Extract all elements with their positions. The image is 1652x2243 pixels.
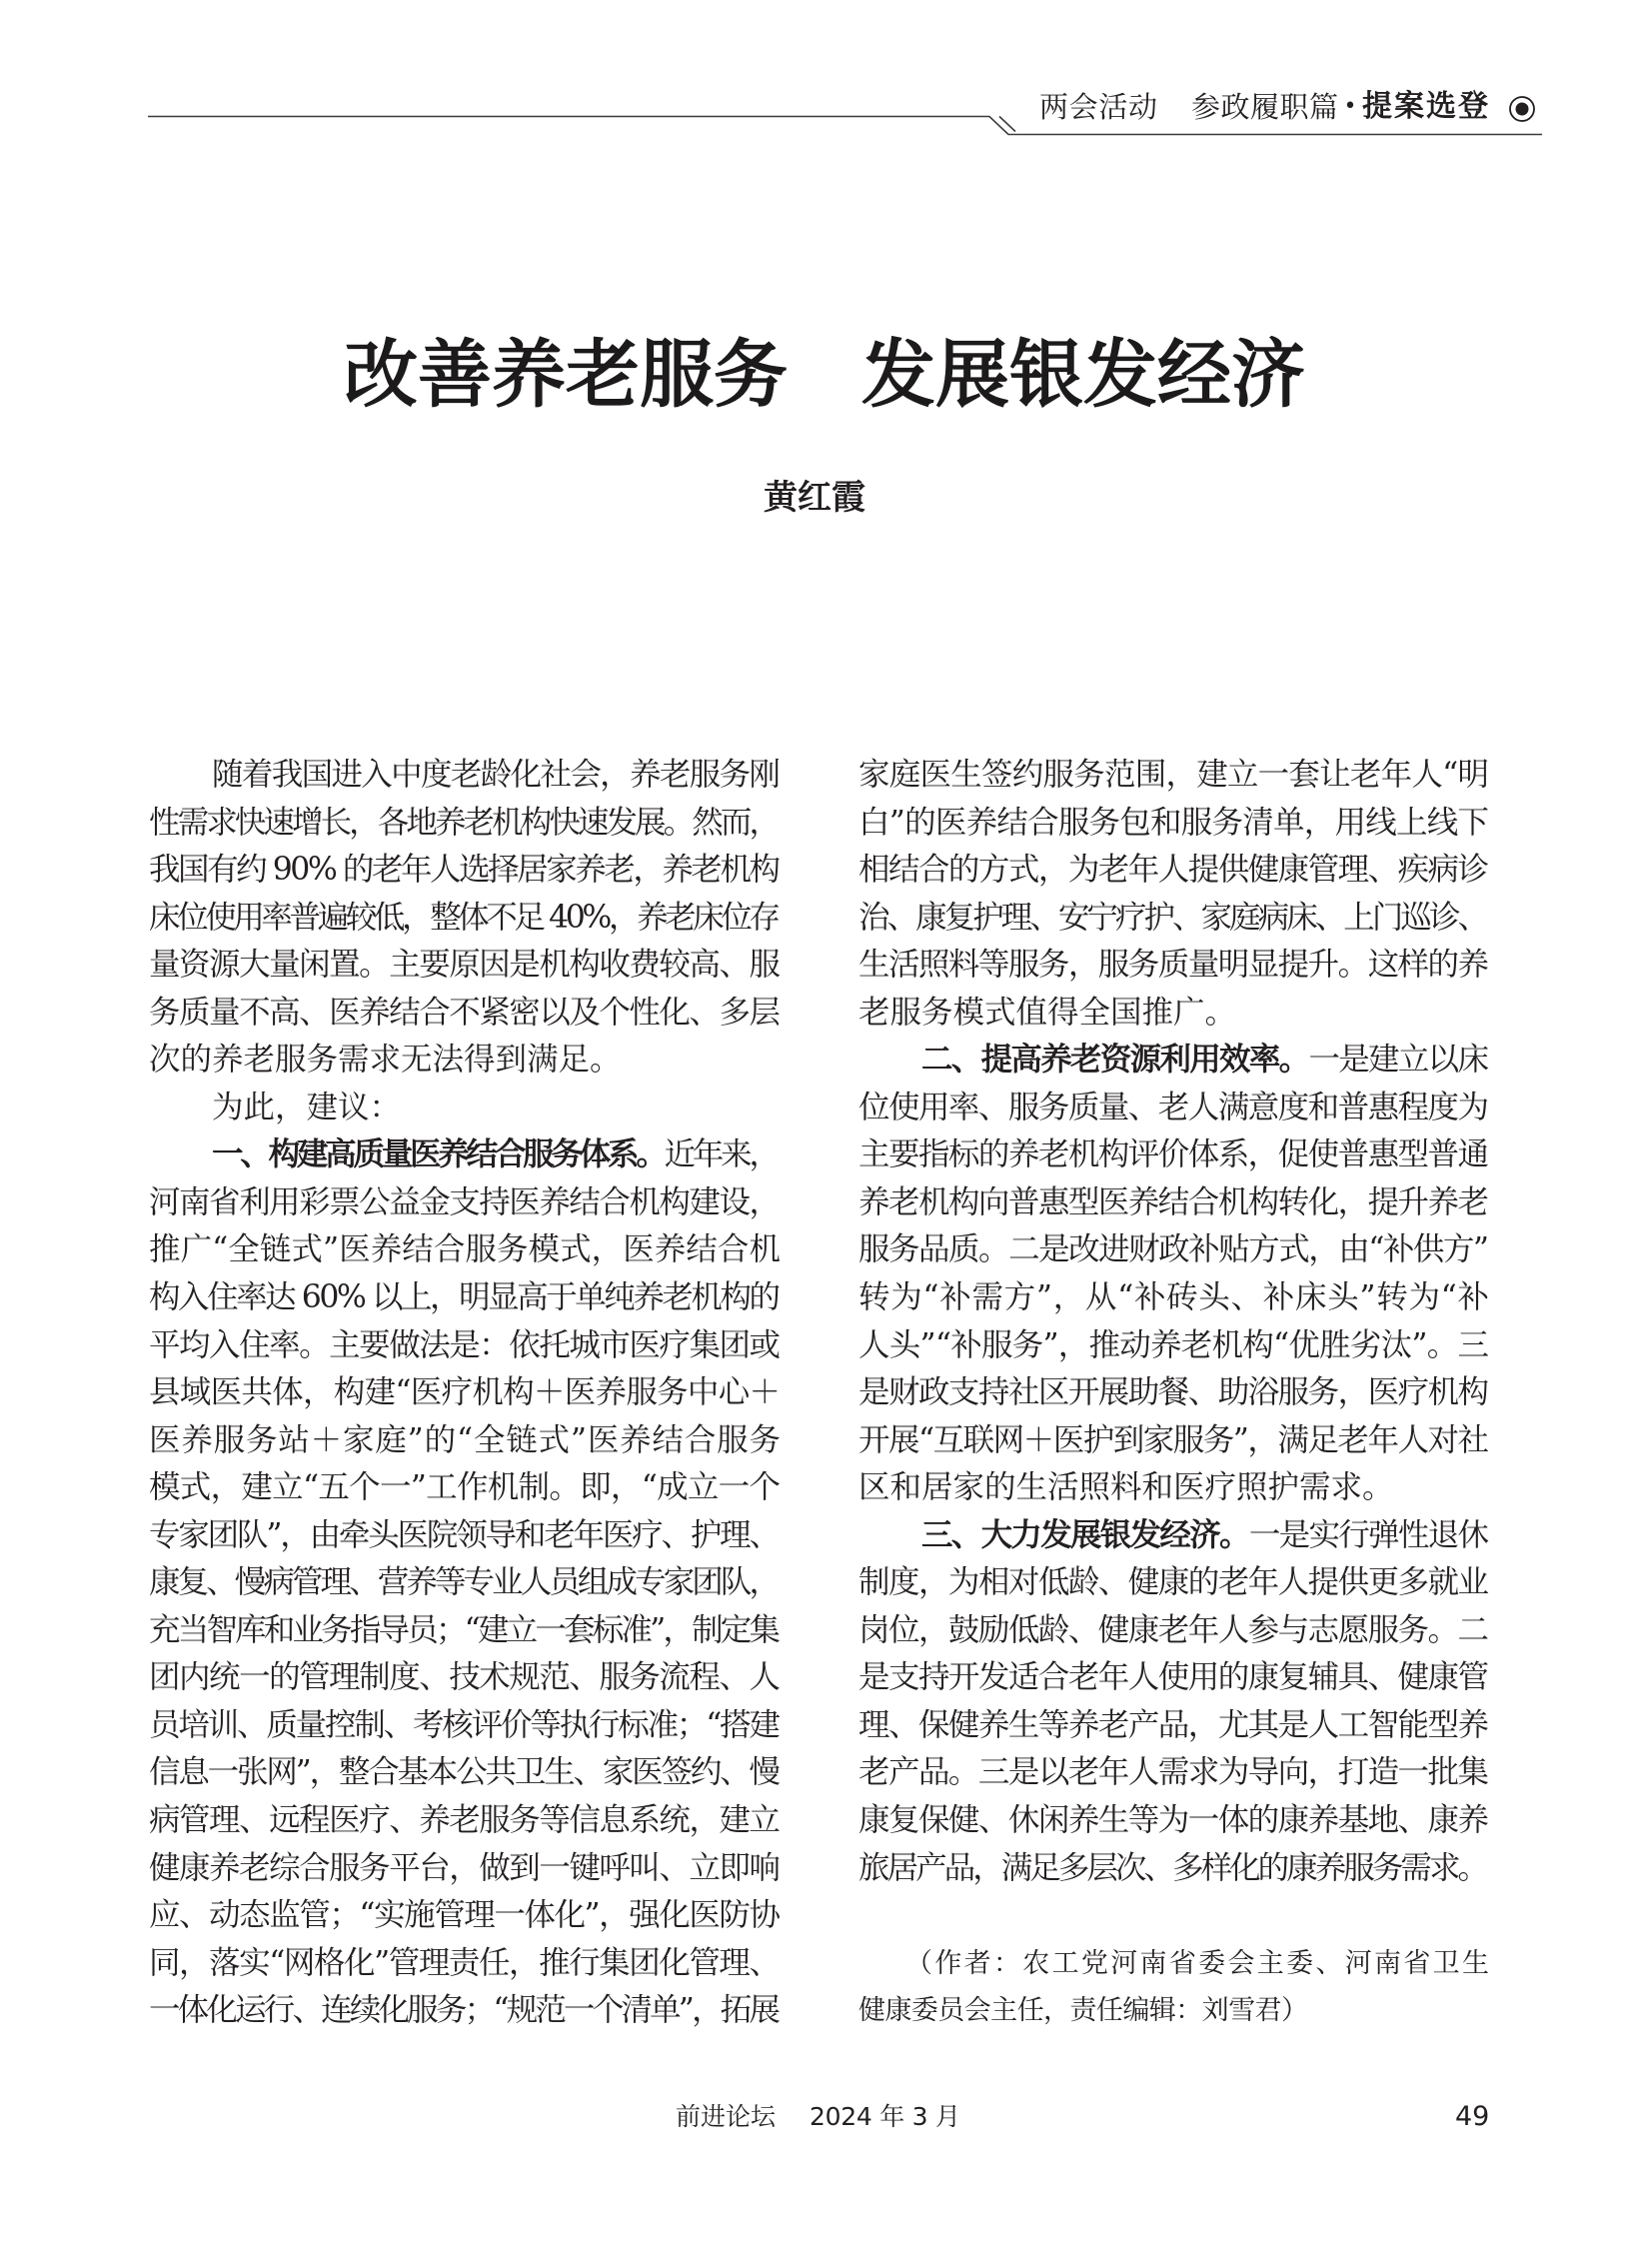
- body-line: [149, 1037, 781, 1085]
- body-line: [858, 1654, 1489, 1702]
- body-line: [858, 1559, 1489, 1607]
- body-line: [858, 1322, 1489, 1370]
- line-text: 充当智库和业务指导员；“建立一套标准”，制定集: [149, 1611, 779, 1648]
- body-line: [858, 1131, 1489, 1179]
- body-line: [858, 1607, 1489, 1655]
- author-note: [858, 1940, 1492, 2035]
- line-text: 岗位，鼓励低龄、健康老年人参与志愿服务。二: [858, 1611, 1488, 1648]
- icon-dot: [1516, 103, 1529, 116]
- body-line: [858, 1749, 1489, 1797]
- header-section-text: 两会活动: [1039, 90, 1158, 124]
- line-text: [921, 1517, 1487, 1553]
- page-number: 49: [1455, 2101, 1490, 2132]
- target-circle-icon: [1510, 97, 1534, 121]
- body-line: [212, 752, 781, 800]
- body-line: [858, 1702, 1489, 1750]
- body-line: [149, 847, 781, 895]
- line-text: 一是实行弹性退休: [1248, 1516, 1488, 1553]
- line-text: 构入住率达 60% 以上，明显高于单纯养老机构的: [149, 1279, 779, 1316]
- body-line: [149, 1226, 781, 1274]
- line-text: 生活照料等服务，服务质量明显提升。这样的养: [858, 947, 1488, 984]
- line-text: 推广“全链式”医养结合服务模式，医养结合机: [149, 1231, 782, 1268]
- body-line: [149, 1845, 781, 1893]
- line-text: 团内统一的管理制度、技术规范、服务流程、人: [149, 1659, 780, 1696]
- line-text: （作者：农工党河南省委会主委、河南省卫生: [905, 1947, 1492, 1979]
- line-text: 治、康复护理、安宁疗护、家庭病床、上门巡诊、: [858, 899, 1487, 936]
- body-line: [858, 990, 1489, 1038]
- line-text: 老服务模式值得全国推广。: [858, 994, 1237, 1031]
- body-line: [149, 1940, 781, 1988]
- line-text: 性需求快速增长，各地养老机构快速发展。然而，: [149, 804, 779, 841]
- line-text: 位使用率、服务质量、老人满意度和普惠程度为: [858, 1089, 1488, 1125]
- article-author-text: 黄红霞: [764, 478, 865, 518]
- body-line: [858, 1464, 1489, 1512]
- body-line: [858, 1417, 1489, 1465]
- line-text: 近年来，: [664, 1136, 778, 1173]
- body-line: [149, 1892, 781, 1940]
- header-column: [1191, 92, 1338, 122]
- line-text: 区和居家的生活照料和医疗照护需求。: [858, 1469, 1394, 1506]
- body-line: [149, 800, 781, 848]
- section-heading: 一、构建高质量医养结合服务体系。: [212, 1136, 665, 1173]
- line-text: 开展“互联网＋医护到家服务”，满足老年人对社: [858, 1421, 1488, 1458]
- line-text: 家庭医生签约服务范围，建立一套让老年人“明: [858, 757, 1489, 793]
- line-text: 服务品质。二是改进财政补贴方式，由“补供方”: [858, 1231, 1488, 1268]
- footer-date-text: 2024 年 3 月: [810, 2102, 960, 2131]
- line-text: 模式，建立“五个一”工作机制。即，“成立一个: [149, 1469, 781, 1506]
- line-text: 旅居产品，满足多层次、多样化的康养服务需求。: [858, 1849, 1487, 1886]
- article-author: [764, 478, 865, 518]
- footer-date: [810, 2103, 960, 2131]
- line-text: 量资源大量闲置。主要原因是机构收费较高、服: [149, 947, 780, 984]
- line-text: 河南省利用彩票公益金支持医养结合机构建设，: [149, 1183, 780, 1220]
- header-separator: •: [1343, 94, 1357, 119]
- line-text: 相结合的方式，为老年人提供健康管理、疾病诊: [858, 852, 1488, 889]
- body-line: [858, 1845, 1489, 1893]
- body-line: [149, 1274, 781, 1322]
- line-text: 理、保健养生等养老产品，尤其是人工智能型养: [858, 1706, 1488, 1743]
- line-text: 主要指标的养老机构评价体系，促使普惠型普通: [858, 1136, 1488, 1173]
- body-line: [858, 1085, 1489, 1132]
- line-text: 一是建立以床: [1308, 1042, 1488, 1079]
- line-text: 一体化运行、连续化服务；“规范一个清单”，拓展: [149, 1992, 779, 2029]
- line-text: 务质量不高、医养结合不紧密以及个性化、多层: [149, 994, 780, 1031]
- article-title: [344, 332, 1305, 418]
- column-right: [858, 752, 1492, 2035]
- body-line: [149, 942, 781, 990]
- body-line: [149, 1559, 781, 1607]
- line-text: [212, 1136, 778, 1172]
- line-text: 是支持开发适合老年人使用的康复辅具、健康管: [858, 1659, 1488, 1696]
- line-text: 康复、慢病管理、营养等专业人员组成专家团队，: [149, 1564, 779, 1601]
- body-line: [858, 847, 1489, 895]
- line-text: 次的养老服务需求无法得到满足。: [149, 1042, 622, 1079]
- line-text: 老产品。三是以老年人需求为导向，打造一批集: [858, 1754, 1488, 1791]
- body-line: [212, 1085, 781, 1132]
- header-column-text: 参政履职篇: [1191, 90, 1339, 124]
- article-title-text: 改善养老服务 发展银发经济: [344, 332, 1305, 418]
- body-line: [858, 800, 1489, 848]
- section-heading: 二、提高养老资源利用效率。: [921, 1042, 1309, 1079]
- line-text: 信息一张网”，整合基本公共卫生、家医签约、慢: [149, 1754, 779, 1791]
- body-line: [149, 1987, 781, 2035]
- line-text: [921, 1042, 1487, 1078]
- line-text: 同，落实“网格化”管理责任，推行集团化管理、: [149, 1944, 780, 1981]
- header-subcolumn-text: 提案选登: [1362, 89, 1490, 124]
- line-text: 床位使用率普遍较低，整体不足 40%，养老床位存: [149, 899, 778, 936]
- body-line: [149, 1749, 781, 1797]
- line-text: 随着我国进入中度老龄化社会，养老服务刚: [212, 757, 780, 793]
- body-line: [858, 895, 1489, 943]
- body-line: [149, 1797, 781, 1845]
- line-text: 县域医共体，构建“医疗机构＋医养服务中心＋: [149, 1374, 781, 1411]
- line-text: 应、动态监管；“实施管理一体化”，强化医防协: [149, 1897, 780, 1934]
- body-line: [858, 752, 1489, 800]
- body-line: [149, 1179, 781, 1227]
- line-text: 是财政支持社区开展助餐、助浴服务，医疗机构: [858, 1374, 1488, 1411]
- body-line: [858, 1179, 1489, 1227]
- body-line: [858, 1274, 1489, 1322]
- footer-publication: [676, 2103, 776, 2131]
- header-section: [1039, 92, 1157, 122]
- section-heading-line: [921, 1037, 1489, 1085]
- line-text: 员培训、质量控制、考核评价等执行标准；“搭建: [149, 1706, 779, 1743]
- line-text: 健康养老综合服务平台，做到一键呼叫、立即响: [149, 1849, 780, 1886]
- column-left: [149, 752, 781, 2035]
- body-line: [149, 1464, 781, 1512]
- body-line: [149, 1369, 781, 1417]
- line-text: 专家团队”，由牵头医院领导和老年医疗、护理、: [149, 1516, 779, 1553]
- body-line: [149, 1702, 781, 1750]
- line-text: 人头”“补服务”，推动养老机构“优胜劣汰”。三: [858, 1326, 1489, 1363]
- author-note-line: [905, 1940, 1492, 1988]
- body-line: [149, 1322, 781, 1370]
- line-text: 养老机构向普惠型医养结合机构转化，提升养老: [858, 1183, 1488, 1220]
- header-subcolumn: [1362, 89, 1490, 124]
- body-line: [149, 1512, 781, 1560]
- body-line: [858, 942, 1489, 990]
- section-heading-line: [212, 1131, 781, 1179]
- section-heading-line: [921, 1512, 1489, 1560]
- line-text: 康复保健、休闲养生等为一体的康养基地、康养: [858, 1802, 1488, 1839]
- line-text: 病管理、远程医疗、养老服务等信息系统，建立: [149, 1802, 780, 1839]
- line-text: 为此，建议：: [212, 1089, 402, 1125]
- body-line: [149, 1607, 781, 1655]
- body-line: [149, 1654, 781, 1702]
- footer-publication-text: 前进论坛: [676, 2102, 776, 2131]
- section-heading: 三、大力发展银发经济。: [921, 1516, 1249, 1553]
- line-text: 我国有约 90% 的老年人选择居家养老，养老机构: [149, 852, 779, 889]
- body-line: [149, 1417, 781, 1465]
- header-rule: [0, 0, 1652, 150]
- author-note-line: [858, 1987, 1308, 2035]
- body-line: [858, 1226, 1489, 1274]
- body-line: [858, 1797, 1489, 1845]
- body-line: [858, 1369, 1489, 1417]
- line-text: 医养服务站＋家庭”的“全链式”医养结合服务: [149, 1421, 782, 1458]
- line-text: 转为“补需方”，从“补砖头、补床头”转为“补: [858, 1279, 1490, 1316]
- line-text: 制度，为相对低龄、健康的老年人提供更多就业: [858, 1564, 1488, 1601]
- line-text: 白”的医养结合服务包和服务清单，用线上线下: [858, 804, 1489, 841]
- line-text: 健康委员会主任，责任编辑：刘雪君）: [858, 1995, 1308, 2027]
- body-line: [149, 990, 781, 1038]
- body-line: [149, 895, 781, 943]
- line-text: 平均入住率。主要做法是：依托城市医疗集团或: [149, 1326, 780, 1363]
